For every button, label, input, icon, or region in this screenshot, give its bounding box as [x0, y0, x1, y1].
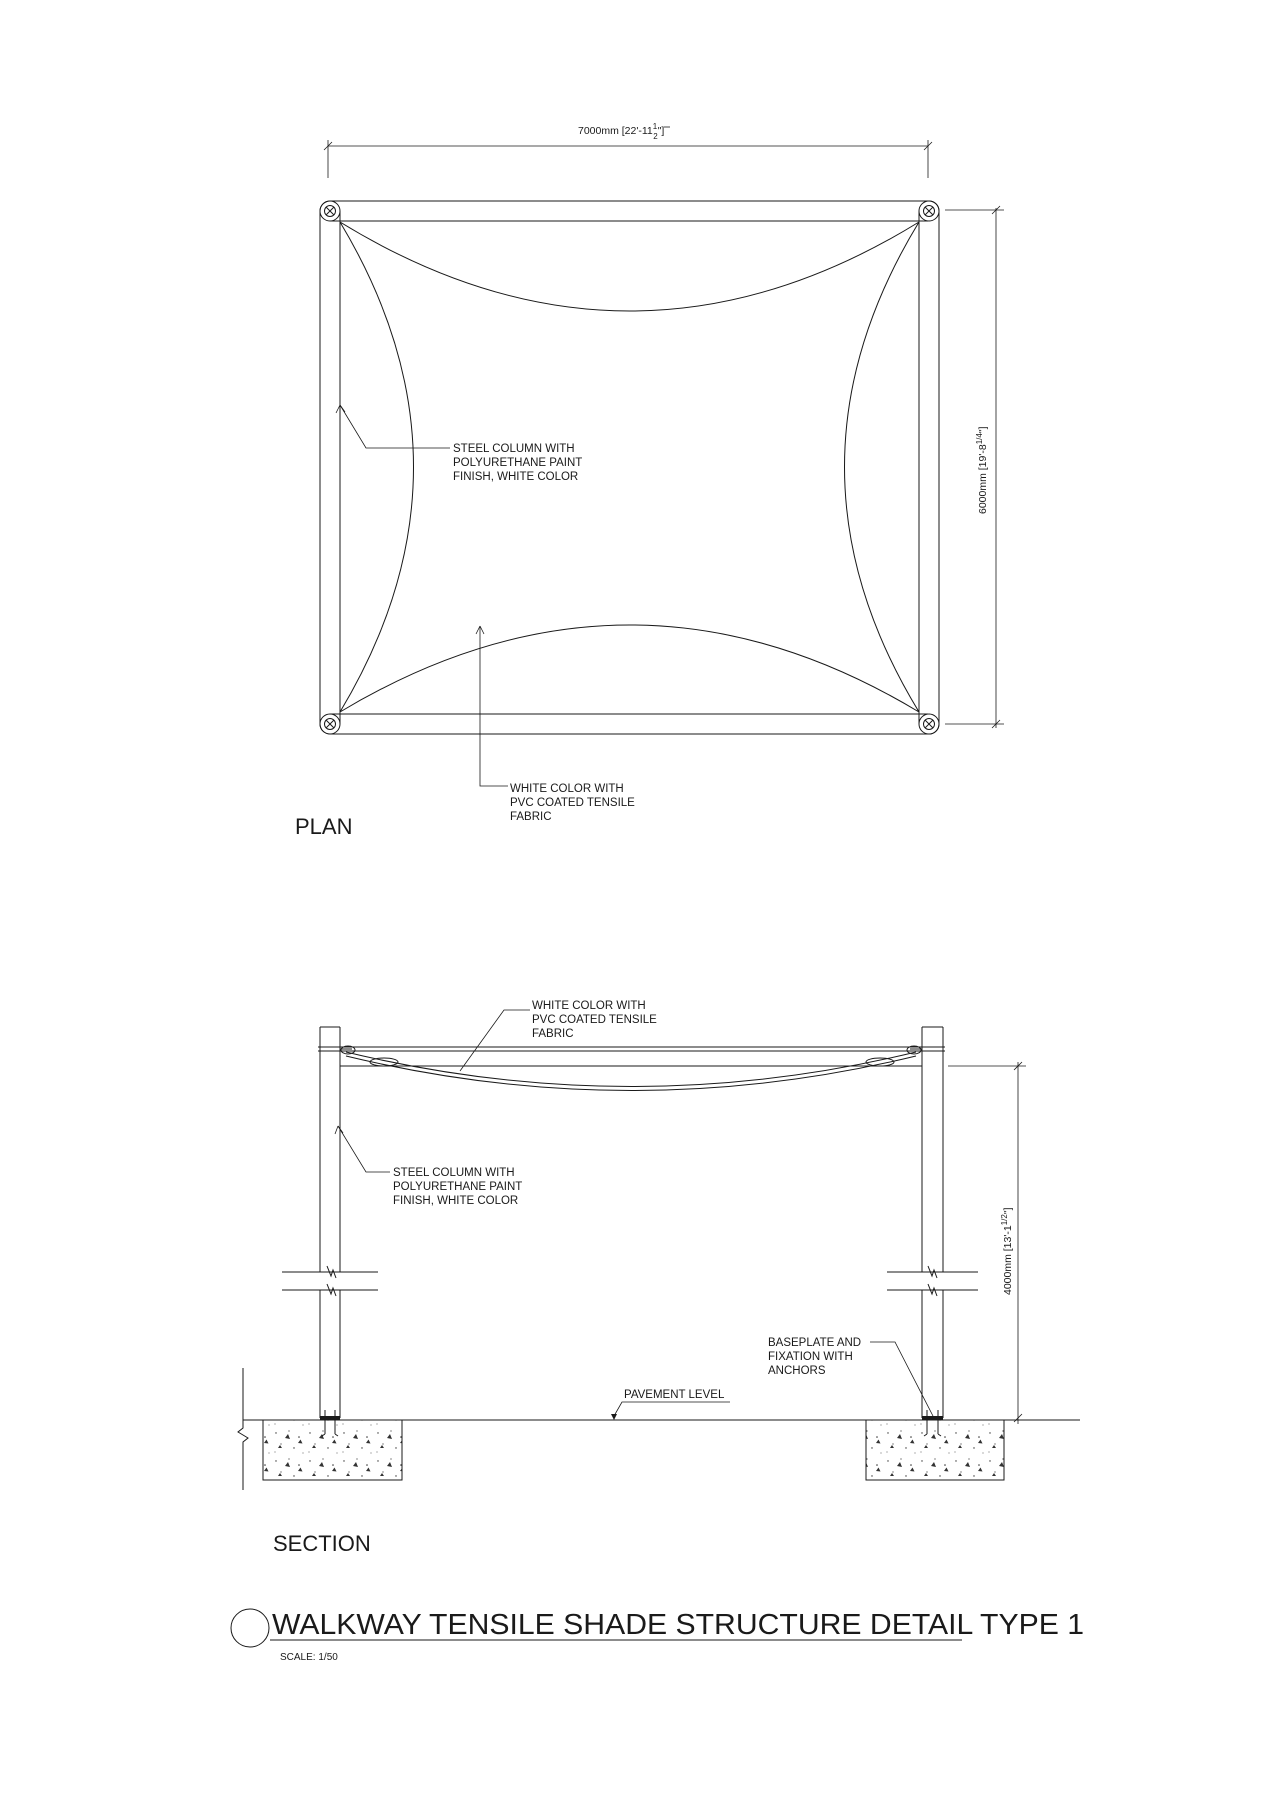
plan-height-dimension: [945, 206, 1004, 728]
title-block: [231, 1609, 1084, 1663]
plan-column-note-line-3: FINISH, WHITE COLOR: [453, 471, 579, 483]
plan-view: [295, 122, 1004, 839]
plan-column-top-right: [919, 201, 939, 221]
drawing-title: WALKWAY TENSILE SHADE STRUCTURE DETAIL TYPE 1: [272, 1609, 1084, 1641]
plan-fabric-note-line-3: FABRIC: [510, 811, 552, 823]
plan-fabric-leader: [476, 626, 635, 823]
plan-fabric-outline: [340, 222, 919, 712]
section-column-right: [887, 1027, 978, 1418]
plan-column-bottom-right: [919, 714, 939, 734]
plan-column-note-line-2: POLYURETHANE PAINT: [453, 457, 583, 469]
plan-column-note-line-1: STEEL COLUMN WITH: [453, 443, 575, 455]
plan-height-text: 6000mm $[19'-8^{1/4}"]$: [975, 426, 989, 514]
section-column-note-line-3: FINISH, WHITE COLOR: [393, 1195, 519, 1207]
section-footing-left: [263, 1410, 402, 1480]
section-baseplate-note-line-1: BASEPLATE AND: [768, 1337, 862, 1349]
section-fabric-note-line-3: FABRIC: [532, 1028, 574, 1040]
section-height-dimension: [948, 1062, 1026, 1424]
section-fabric-note-line-2: PVC COATED TENSILE: [532, 1014, 657, 1026]
section-fabric-note-line-1: WHITE COLOR WITH: [532, 1000, 646, 1012]
detail-reference-circle: [231, 1609, 269, 1647]
section-column-leader: [335, 1126, 522, 1207]
plan-fabric-note-line-1: WHITE COLOR WITH: [510, 783, 624, 795]
section-label: SECTION: [273, 1531, 371, 1556]
section-height-text: 4000mm $[13'-1^{1/2}"]$: [1000, 1207, 1014, 1295]
plan-width-dimension: [324, 122, 932, 178]
section-fabric-leader: [460, 1000, 657, 1071]
section-fabric: [340, 1046, 922, 1091]
plan-column-leader: [336, 405, 582, 483]
plan-frame: [320, 201, 939, 734]
plan-label: PLAN: [295, 814, 353, 839]
drawing-scale: SCALE: 1/50: [280, 1652, 338, 1663]
section-baseplate-note-line-3: ANCHORS: [768, 1365, 826, 1377]
section-pavement-label: PAVEMENT LEVEL: [624, 1389, 725, 1401]
section-footing-right: [866, 1410, 1004, 1480]
plan-width-text: 7000mm [$22'-11^1$ 2"]: [578, 122, 665, 141]
plan-column-top-left: [320, 201, 340, 221]
plan-column-bottom-left: [320, 714, 340, 734]
section-top-beams: [318, 1047, 945, 1066]
section-column-note-line-2: POLYURETHANE PAINT: [393, 1181, 523, 1193]
section-baseplate-note-line-2: FIXATION WITH: [768, 1351, 853, 1363]
section-pavement-marker: [611, 1389, 730, 1420]
section-baseplate-leader: [768, 1337, 934, 1418]
section-column-note-line-1: STEEL COLUMN WITH: [393, 1167, 515, 1179]
section-column-left: [282, 1027, 378, 1418]
plan-fabric-note-line-2: PVC COATED TENSILE: [510, 797, 635, 809]
section-view: [238, 1000, 1080, 1556]
